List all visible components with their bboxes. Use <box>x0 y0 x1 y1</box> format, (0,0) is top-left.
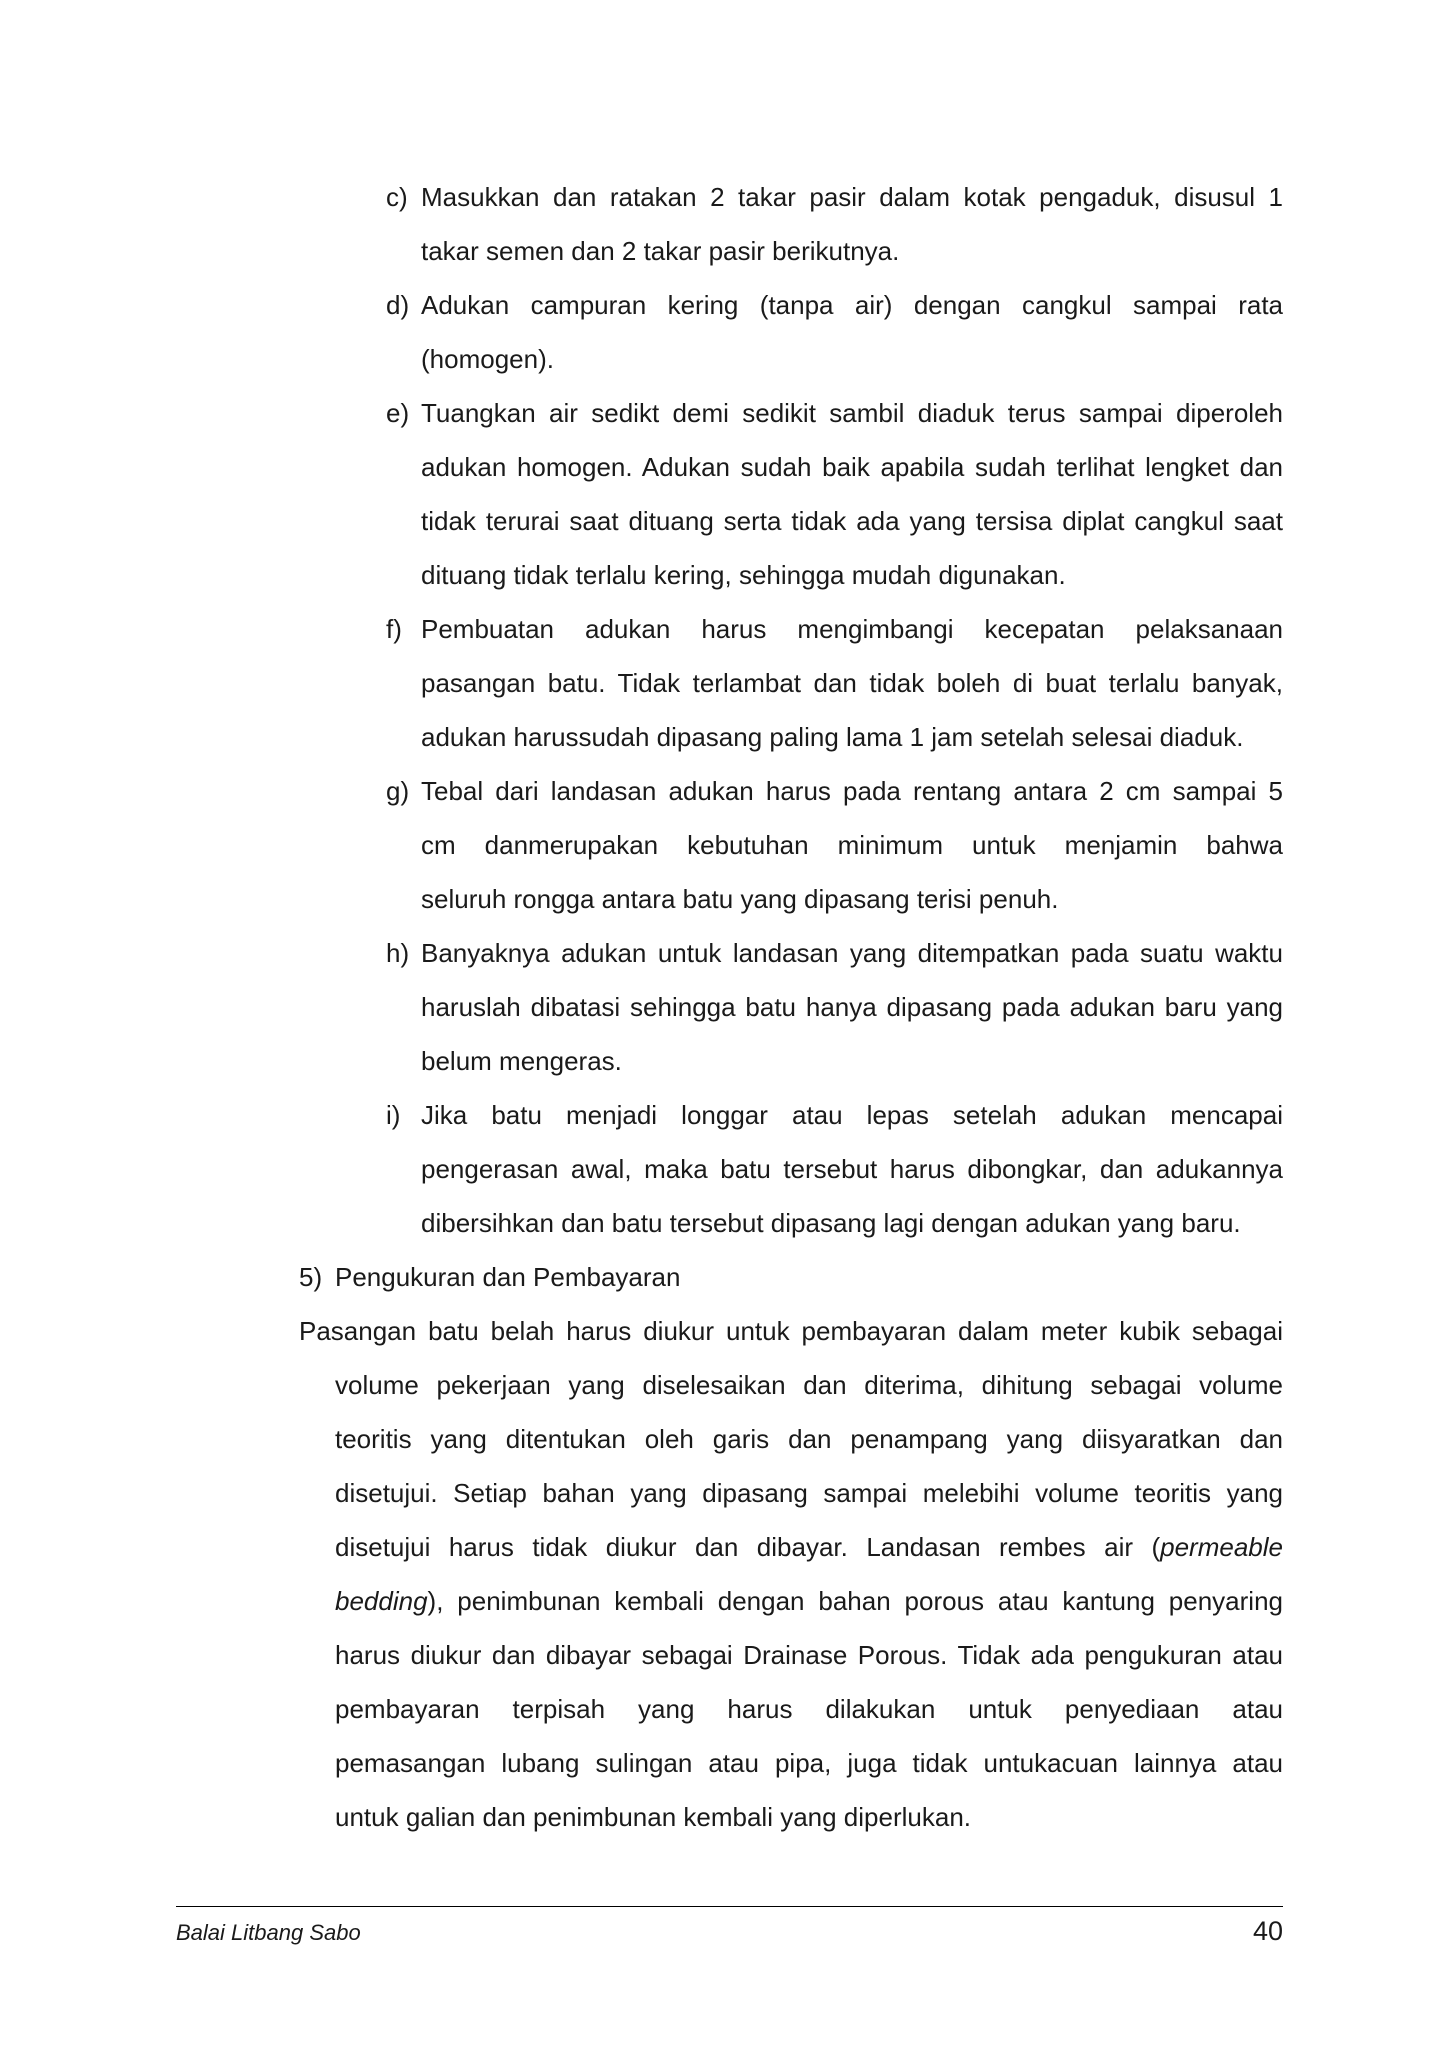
list-item-text: adukan homogen. Adukan sudah baik apabila sudah terlihat lengket dan <box>421 452 1283 482</box>
paragraph-line: harus diukur dan dibayar sebagai Drainase Porous. Tidak ada pengukuran atau <box>335 1640 1283 1670</box>
paragraph-line: untuk galian dan penimbunan kembali yang diperlukan. <box>335 1802 971 1832</box>
list-item-text: Tuangkan air sedikt demi sedikit sambil diaduk terus sampai diperoleh <box>421 398 1283 428</box>
paragraph-line: volume pekerjaan yang diselesaikan dan diterima, dihitung sebagai volume <box>335 1370 1283 1400</box>
list-item-label: i) <box>386 1100 401 1130</box>
paragraph-line: disetujui. Setiap bahan yang dipasang sampai melebihi volume teoritis yang <box>335 1478 1283 1508</box>
paragraph-line <box>335 1574 1283 1628</box>
page-number: 40 <box>1252 1916 1283 1946</box>
paragraph-line: teoritis yang ditentukan oleh garis dan penampang yang diisyaratkan dan <box>335 1424 1283 1454</box>
paragraph-text: ), penimbunan kembali dengan bahan porous atau kantung penyaring <box>427 1586 1283 1616</box>
list-item-text: Jika batu menjadi longgar atau lepas setelah adukan mencapai <box>421 1100 1283 1130</box>
list-item-text: adukan harussudah dipasang paling lama 1 jam setelah selesai diaduk. <box>421 722 1244 752</box>
list-item-text: takar semen dan 2 takar pasir berikutnya. <box>421 236 900 266</box>
list-item-text: dituang tidak terlalu kering, sehingga mudah digunakan. <box>421 560 1066 590</box>
list-item-label: c) <box>386 182 408 212</box>
list-item-text: (homogen). <box>421 344 554 374</box>
list-item-label: h) <box>386 938 410 968</box>
list-item-text: pasangan batu. Tidak terlambat dan tidak boleh di buat terlalu banyak, <box>421 668 1283 698</box>
list-item-text: cm danmerupakan kebutuhan minimum untuk menjamin bahwa <box>421 830 1283 860</box>
paragraph-italic-term: permeable <box>1160 1532 1283 1562</box>
list-item-text: pengerasan awal, maka batu tersebut harus dibongkar, dan adukannya <box>421 1154 1283 1184</box>
footer-org-name: Balai Litbang Sabo <box>176 1920 361 1945</box>
list-item-text: tidak terurai saat dituang serta tidak ada yang tersisa diplat cangkul saat <box>421 506 1283 536</box>
list-item-label: e) <box>386 398 410 428</box>
list-item-label: f) <box>386 614 402 644</box>
list-item-text: Masukkan dan ratakan 2 takar pasir dalam kotak pengaduk, disusul 1 <box>421 182 1283 212</box>
list-item-text: seluruh rongga antara batu yang dipasang terisi penuh. <box>421 884 1059 914</box>
section-number: 5) <box>299 1262 323 1292</box>
list-item-text: Pembuatan adukan harus mengimbangi kecepatan pelaksanaan <box>421 614 1283 644</box>
list-item-text: belum mengeras. <box>421 1046 622 1076</box>
footer-divider <box>176 1906 1283 1907</box>
list-item-label: d) <box>386 290 410 320</box>
list-item-text: Banyaknya adukan untuk landasan yang ditempatkan pada suatu waktu <box>421 938 1283 968</box>
paragraph-line <box>335 1520 1283 1574</box>
list-item-text: Tebal dari landasan adukan harus pada rentang antara 2 cm sampai 5 <box>421 776 1283 806</box>
paragraph-line: pemasangan lubang sulingan atau pipa, juga tidak untukacuan lainnya atau <box>335 1748 1283 1778</box>
list-item-text: Adukan campuran kering (tanpa air) dengan cangkul sampai rata <box>421 290 1283 320</box>
list-item-text: dibersihkan dan batu tersebut dipasang lagi dengan adukan yang baru. <box>421 1208 1241 1238</box>
paragraph-italic-term: bedding <box>335 1586 428 1616</box>
paragraph-text: disetujui harus tidak diukur dan dibayar. Landasan rembes air ( <box>335 1532 1161 1562</box>
list-item-label: g) <box>386 776 410 806</box>
list-item-text: haruslah dibatasi sehingga batu hanya dipasang pada adukan baru yang <box>421 992 1283 1022</box>
paragraph-line: pembayaran terpisah yang harus dilakukan untuk penyediaan atau <box>335 1694 1283 1724</box>
section-heading: Pengukuran dan Pembayaran <box>335 1262 681 1292</box>
paragraph-line: Pasangan batu belah harus diukur untuk pembayaran dalam meter kubik sebagai <box>299 1316 1283 1346</box>
